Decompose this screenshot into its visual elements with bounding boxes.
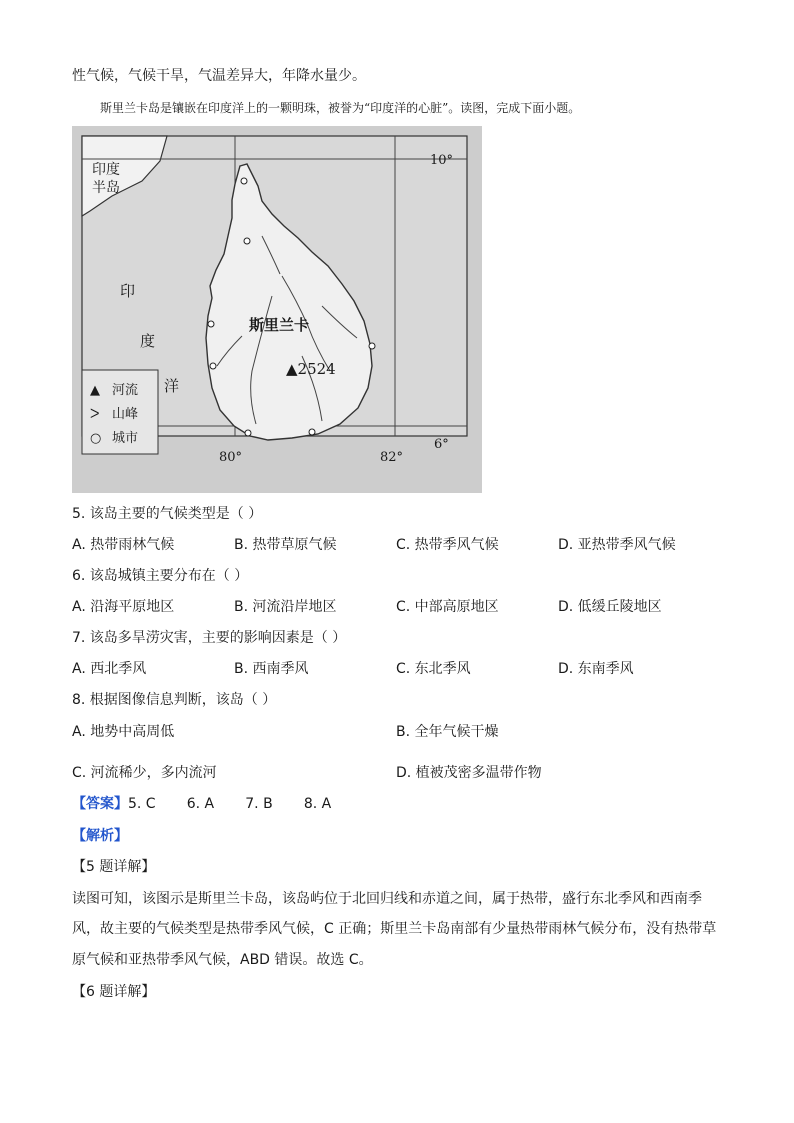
q7-option-d: D. 东南季风 (558, 661, 634, 677)
question-8-stem: 8. 根据图像信息判断，该岛（ ） (72, 692, 277, 708)
q8-option-b: B. 全年气候干燥 (396, 724, 499, 740)
city-marker (369, 343, 375, 349)
q5-option-a: A. 热带雨林气候 (72, 537, 175, 553)
question-5-stem: 5. 该岛主要的气候类型是（ ） (72, 506, 263, 522)
legend-symbol-1: ▲ (90, 383, 100, 398)
intro-text: 斯里兰卡岛是镶嵌在印度洋上的一颗明珠，被誉为“印度洋的心脏”。读图，完成下面小题。 (100, 101, 581, 115)
answer-label: 【答案】 (72, 796, 128, 812)
q5-option-c: C. 热带季风气候 (396, 537, 499, 553)
question-7-stem: 7. 该岛多旱涝灾害，主要的影响因素是（ ） (72, 630, 347, 646)
q6-option-a: A. 沿海平原地区 (72, 599, 175, 615)
label-lon-82: 82° (380, 450, 404, 465)
q8-option-d: D. 植被茂密多温带作物 (396, 765, 542, 781)
legend-label-1: 河流 (112, 383, 139, 398)
explain-label: 【解析】 (72, 828, 128, 844)
legend-label-2: 山峰 (112, 407, 139, 422)
q7-option-a: A. 西北季风 (72, 661, 147, 677)
legend-label-3: 城市 (112, 431, 139, 446)
city-marker (241, 178, 247, 184)
q7-option-c: C. 东北季风 (396, 661, 471, 677)
city-marker (245, 430, 251, 436)
label-ocean-1: 印 (120, 282, 136, 300)
q6-option-d: D. 低缓丘陵地区 (558, 599, 662, 615)
city-marker (210, 363, 216, 369)
detail-5-line-3: 原气候和亚热带季风气候，ABD 错误。故选 C。 (72, 952, 373, 968)
label-island: 斯里兰卡 (249, 316, 310, 334)
label-lon-80: 80° (219, 450, 243, 465)
q7-option-b: B. 西南季风 (234, 661, 309, 677)
top-line: 性气候，气候干旱，气温差异大，年降水量少。 (72, 68, 366, 84)
detail-5-line-1: 读图可知，该图示是斯里兰卡岛，该岛屿位于北回归线和赤道之间，属于热带，盛行东北季风和西南季 (72, 891, 702, 907)
label-india-2: 半岛 (92, 180, 120, 196)
legend-symbol-3: ○ (90, 431, 102, 446)
detail-5-line-2: 风，故主要的气候类型是热带季风气候，C 正确；斯里兰卡岛南部有少量热带雨林气候分布，没有热带草 (72, 921, 717, 937)
detail-6-title: 【6 题详解】 (72, 984, 156, 1000)
q8-option-a: A. 地势中高周低 (72, 724, 175, 740)
label-lat-10: 10° (430, 153, 454, 168)
q6-option-b: B. 河流沿岸地区 (234, 599, 337, 615)
legend-symbol-2: ᐳ (90, 407, 100, 422)
city-marker (309, 429, 315, 435)
question-6-stem: 6. 该岛城镇主要分布在（ ） (72, 568, 249, 584)
answer-text: 5. C 6. A 7. B 8. A (128, 796, 332, 812)
sri-lanka-map (72, 126, 482, 493)
city-marker (244, 238, 250, 244)
label-ocean-3: 洋 (164, 377, 180, 395)
detail-5-title: 【5 题详解】 (72, 859, 156, 875)
label-ocean-2: 度 (140, 332, 156, 350)
label-india-1: 印度 (92, 162, 120, 178)
q6-option-c: C. 中部高原地区 (396, 599, 499, 615)
q5-option-d: D. 亚热带季风气候 (558, 537, 676, 553)
q8-option-c: C. 河流稀少，多内流河 (72, 765, 217, 781)
city-marker (208, 321, 214, 327)
q5-option-b: B. 热带草原气候 (234, 537, 337, 553)
label-lat-6: 6° (434, 437, 449, 452)
label-peak: ▲2524 (286, 360, 336, 378)
answer-line (72, 794, 331, 814)
